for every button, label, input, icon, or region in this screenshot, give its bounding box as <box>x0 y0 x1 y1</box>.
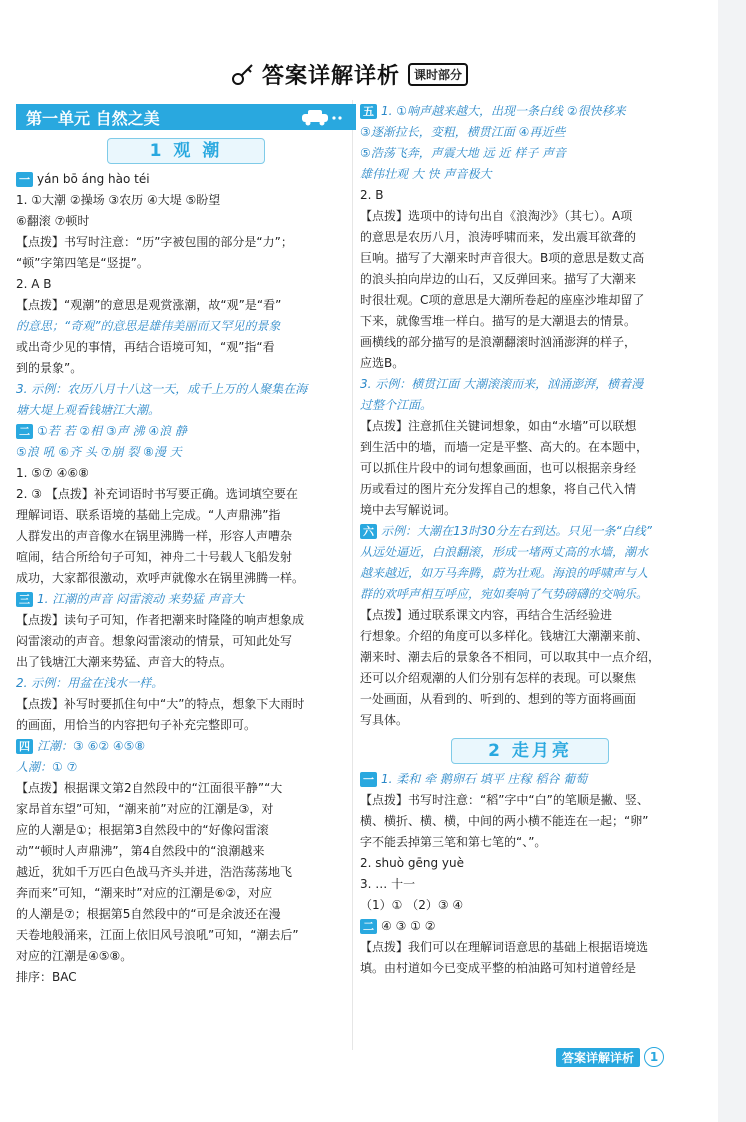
text-line <box>360 186 700 205</box>
footer-text: 答案详解详析 <box>556 1048 640 1067</box>
key-icon <box>230 61 256 87</box>
line-text: 历或看过的图片充分发挥自己的想象，将自己代入情 <box>360 482 637 496</box>
line-text: 群的欢呼声相互呼应，宛如奏响了气势磅礴的交响乐。 <box>360 587 649 601</box>
line-text: 到生活中的墙，而墙一定是平整、高大的。在本题中， <box>360 440 649 454</box>
text-line <box>16 779 356 798</box>
line-text: 出了钱塘江大潮来势猛、声音大的特点。 <box>16 655 233 669</box>
line-text: 境中去写解说词。 <box>360 503 457 517</box>
line-text: 天卷地般涌来，江面上依旧风号浪吼”可知，“潮去后” <box>16 928 299 942</box>
line-text: 行想象。介绍的角度可以多样化。钱塘江大潮潮来前、 <box>360 629 649 643</box>
car-icon <box>296 108 346 126</box>
left-content <box>16 170 356 987</box>
line-text: 【点拨】补写时要抓住句中“大”的特点，想象下大雨时 <box>16 697 305 711</box>
line-text: 3. 示例：农历八月十八这一天，成千上万的人聚集在海 <box>16 382 308 396</box>
text-line <box>16 254 356 273</box>
text-line <box>360 791 700 810</box>
text-line <box>16 674 356 693</box>
line-text: 排序：BAC <box>16 970 77 984</box>
section-tag: 六 <box>360 524 377 539</box>
text-line <box>16 821 356 840</box>
text-line <box>360 501 700 520</box>
line-text: 家昂首东望”可知，“潮来前”对应的江潮是③，对 <box>16 802 274 816</box>
section-tag: 一 <box>16 172 33 187</box>
text-line <box>16 485 356 504</box>
text-line <box>16 359 356 378</box>
text-line <box>360 333 700 352</box>
line-text: ⑥翻滚 ⑦顿时 <box>16 214 90 228</box>
line-text: 3. … 十一 <box>360 877 416 891</box>
text-line <box>16 884 356 903</box>
text-line <box>360 270 700 289</box>
text-line <box>360 669 700 688</box>
footer <box>556 1046 664 1068</box>
line-text: 2. A B <box>16 277 52 291</box>
line-text: 时很壮观。C项的意思是大潮所卷起的座座沙堆却留了 <box>360 293 645 307</box>
text-line <box>16 380 356 399</box>
lesson-title-1: 1 观 潮 <box>107 138 265 164</box>
text-line <box>16 926 356 945</box>
line-text: 喧闹，结合所给句子可知，神舟二十号载人飞船发射 <box>16 550 293 564</box>
line-text: ⑤浪 吼 ⑥齐 头 ⑦崩 裂 ⑧漫 天 <box>16 445 182 459</box>
right-content <box>360 102 700 730</box>
text-line <box>360 375 700 394</box>
line-text: 可以抓住片段中的词句想象画面，也可以根据亲身经 <box>360 461 637 475</box>
line-text: 【点拨】书写时注意：“历”字被包围的部分是“力”； <box>16 235 293 249</box>
line-text: 动”“顿时人声鼎沸”，第4自然段中的“浪潮越来 <box>16 844 265 858</box>
line-text: 越来越近，如万马奔腾，蔚为壮观。海浪的呼啸声与人 <box>360 566 649 580</box>
text-line <box>360 959 700 978</box>
text-line <box>360 207 700 226</box>
section-tag: 三 <box>16 592 33 607</box>
side-strip <box>718 0 746 1122</box>
page-number: 1 <box>644 1047 664 1067</box>
text-line <box>360 917 700 936</box>
text-line <box>360 875 700 894</box>
line-text: 【点拨】我们可以在理解词语意思的基础上根据语境选 <box>360 940 649 954</box>
text-line <box>16 947 356 966</box>
line-text: 的意思是农历八月，浪涛呼啸而来，发出震耳欲聋的 <box>360 230 637 244</box>
line-text: 1. ①大潮 ②操场 ③农历 ④大堤 ⑤盼望 <box>16 193 221 207</box>
text-line <box>360 627 700 646</box>
unit-banner <box>16 104 356 130</box>
line-text: 2. ③ 【点拨】补充词语时书写要正确。选词填空要在 <box>16 487 298 501</box>
line-text: 人群发出的声音像水在锅里沸腾一样，形容人声嘈杂 <box>16 529 293 543</box>
text-line <box>360 896 700 915</box>
line-text: 的浪头拍向岸边的山石，又反弹回来。描写了大潮来 <box>360 272 637 286</box>
line-text: 的画面，用恰当的内容把句子补充完整即可。 <box>16 718 257 732</box>
text-line <box>360 711 700 730</box>
left-column <box>16 100 356 989</box>
line-text: 字不能丢掉第三笔和第七笔的“、”。 <box>360 835 547 849</box>
text-line <box>360 522 700 541</box>
text-line <box>360 438 700 457</box>
text-line <box>16 863 356 882</box>
line-text: 的人潮是⑦；根据第5自然段中的“可是余波还在漫 <box>16 907 281 921</box>
line-text: 画横线的部分描写的是浪潮翻滚时汹涌澎湃的样子， <box>360 335 637 349</box>
text-line <box>16 170 356 189</box>
line-text: 越近，犹如千万匹白色战马齐头并进，浩浩荡荡地飞 <box>16 865 293 879</box>
line-text: 从远处逼近，白浪翻滚，形成一堵两丈高的水墙，潮水 <box>360 545 649 559</box>
text-line <box>16 422 356 441</box>
text-line <box>16 611 356 630</box>
line-text: 应的人潮是①；根据第3自然段中的“好像闷雷滚 <box>16 823 269 837</box>
text-line <box>16 548 356 567</box>
line-text: 到的景象”。 <box>16 361 83 375</box>
line-text: 江潮：③ ⑥② ④⑤⑧ <box>37 739 146 753</box>
line-text: 【点拨】根据课文第2自然段中的“江面很平静”“大 <box>16 781 283 795</box>
lesson-title-2: 2 走月亮 <box>451 738 609 764</box>
line-text: 写具体。 <box>360 713 409 727</box>
line-text: 1. ⑤⑦ ④⑥⑧ <box>16 466 89 480</box>
text-line <box>360 938 700 957</box>
line-text: 填。由村道如今已变成平整的柏油路可知村道曾经是 <box>360 961 637 975</box>
line-text: 的意思；“奇观”的意思是雄伟美丽而又罕见的景象 <box>16 319 281 333</box>
line-text: 横、横折、横、横，中间的两小横不能连在一起；“卵” <box>360 814 649 828</box>
text-line <box>360 228 700 247</box>
text-line <box>16 716 356 735</box>
text-line <box>360 291 700 310</box>
section-tag: 二 <box>16 424 33 439</box>
text-line <box>16 275 356 294</box>
text-line <box>360 854 700 873</box>
line-text: 一处画面，从看到的、听到的、想到的等方面将画面 <box>360 692 637 706</box>
line-text: ⑤浩荡飞奔，声震大地 远 近 样子 声音 <box>360 146 567 160</box>
text-line <box>16 317 356 336</box>
line-text: 【点拨】注意抓住关键词想象，如由“水墙”可以联想 <box>360 419 637 433</box>
text-line <box>360 396 700 415</box>
text-line <box>16 968 356 987</box>
text-line <box>16 296 356 315</box>
text-line <box>16 695 356 714</box>
text-line <box>16 401 356 420</box>
line-text: 或出奇少见的事情，再结合语境可知，“观”指“看 <box>16 340 275 354</box>
text-line <box>16 464 356 483</box>
line-text: 还可以介绍观潮的人们分别有怎样的表现。可以聚焦 <box>360 671 637 685</box>
line-text: 理解词语、联系语境的基础上完成。“人声鼎沸”指 <box>16 508 281 522</box>
text-line <box>16 800 356 819</box>
text-line <box>360 770 700 789</box>
line-text: yán bō áng hào téi <box>37 172 150 186</box>
text-line <box>360 648 700 667</box>
text-line <box>16 632 356 651</box>
line-text: 2. shuò gēng yuè <box>360 856 465 870</box>
line-text: 【点拨】选项中的诗句出自《浪淘沙》（其七）。A项 <box>360 209 633 223</box>
line-text: 下来，就像雪堆一样白。描写的是大潮退去的情景。 <box>360 314 637 328</box>
line-text: ③逐渐拉长，变粗，横贯江面 ④再近些 <box>360 125 566 139</box>
line-text: 闷雷滚动的声音。想象闷雷滚动的情景，可知此处写 <box>16 634 293 648</box>
line-text: 【点拨】书写时注意：“稻”字中“白”的笔顺是撇、竖、 <box>360 793 649 807</box>
line-text: 对应的江潮是④⑤⑧。 <box>16 949 133 963</box>
text-line <box>360 480 700 499</box>
text-line <box>16 338 356 357</box>
text-line <box>360 312 700 331</box>
text-line <box>360 606 700 625</box>
text-line <box>360 543 700 562</box>
text-line <box>16 191 356 210</box>
text-line <box>16 233 356 252</box>
text-line <box>16 653 356 672</box>
line-text: 雄伟壮观 大 快 声音极大 <box>360 167 492 181</box>
line-text: ④ ③ ① ② <box>381 919 436 933</box>
text-line <box>16 737 356 756</box>
text-line <box>360 564 700 583</box>
text-line <box>360 459 700 478</box>
right-column <box>360 100 700 980</box>
line-text: 应选B。 <box>360 356 405 370</box>
line-text: 2. 示例：用盆在浅水一样。 <box>16 676 164 690</box>
text-line <box>16 569 356 588</box>
line-text: ①若 若 ②相 ③声 沸 ④浪 静 <box>37 424 187 438</box>
line-text: 塘大堤上观看钱塘江大潮。 <box>16 403 161 417</box>
line-text: 2. B <box>360 188 384 202</box>
line-text: 1. ①响声越来越大，出现一条白线 ②很快移来 <box>381 104 626 118</box>
line-text: 【点拨】通过联系课文内容，再结合生活经验进 <box>360 608 613 622</box>
text-line <box>16 212 356 231</box>
text-line <box>16 905 356 924</box>
line-text: 过整个江面。 <box>360 398 433 412</box>
section-tag: 一 <box>360 772 377 787</box>
text-line <box>16 443 356 462</box>
line-text: 潮来时、潮去后的景象各不相同，可以取其中一点介绍， <box>360 650 661 664</box>
text-line <box>16 527 356 546</box>
text-line <box>360 833 700 852</box>
text-line <box>360 144 700 163</box>
text-line <box>360 123 700 142</box>
line-text: 巨响。描写了大潮来时声音很大。B项的意思是数丈高 <box>360 251 645 265</box>
text-line <box>360 354 700 373</box>
section-tag: 五 <box>360 104 377 119</box>
unit-title: 第一单元 自然之美 <box>26 108 160 128</box>
text-line <box>360 249 700 268</box>
line-text: 【点拨】“观潮”的意思是观赏涨潮，故“观”是“看” <box>16 298 282 312</box>
line-text: 示例：大潮在13时30分左右到达。只见一条“白线” <box>381 524 652 538</box>
text-line <box>360 417 700 436</box>
line-text: 奔而来”可知，“潮来时”对应的江潮是⑥②，对应 <box>16 886 273 900</box>
text-line <box>360 102 700 121</box>
line-text: （1）① （2）③ ④ <box>360 898 464 912</box>
text-line <box>16 758 356 777</box>
line-text: 3. 示例：横贯江面 大潮滚滚而来，汹涌澎湃，横着漫 <box>360 377 644 391</box>
right-content-2 <box>360 770 700 978</box>
text-line <box>360 690 700 709</box>
text-line <box>16 506 356 525</box>
header <box>230 58 530 90</box>
text-line <box>16 590 356 609</box>
header-badge: 课时部分 <box>408 63 468 86</box>
line-text: 人潮：① ⑦ <box>16 760 78 774</box>
line-text: 成功，大家都很激动，欢呼声就像水在锅里沸腾一样。 <box>16 571 305 585</box>
text-line <box>16 842 356 861</box>
line-text: 1. 江潮的声音 闷雷滚动 来势猛 声音大 <box>37 592 244 606</box>
text-line <box>360 165 700 184</box>
text-line <box>360 812 700 831</box>
section-tag: 四 <box>16 739 33 754</box>
line-text: 【点拨】读句子可知，作者把潮来时隆隆的响声想象成 <box>16 613 305 627</box>
section-tag: 二 <box>360 919 377 934</box>
line-text: 1. 柔和 牵 鹅卵石 填平 庄稼 稻谷 葡萄 <box>381 772 588 786</box>
page-title: 答案详解详析 <box>262 63 401 89</box>
text-line <box>360 585 700 604</box>
line-text: “顿”字第四笔是“竖提”。 <box>16 256 149 270</box>
